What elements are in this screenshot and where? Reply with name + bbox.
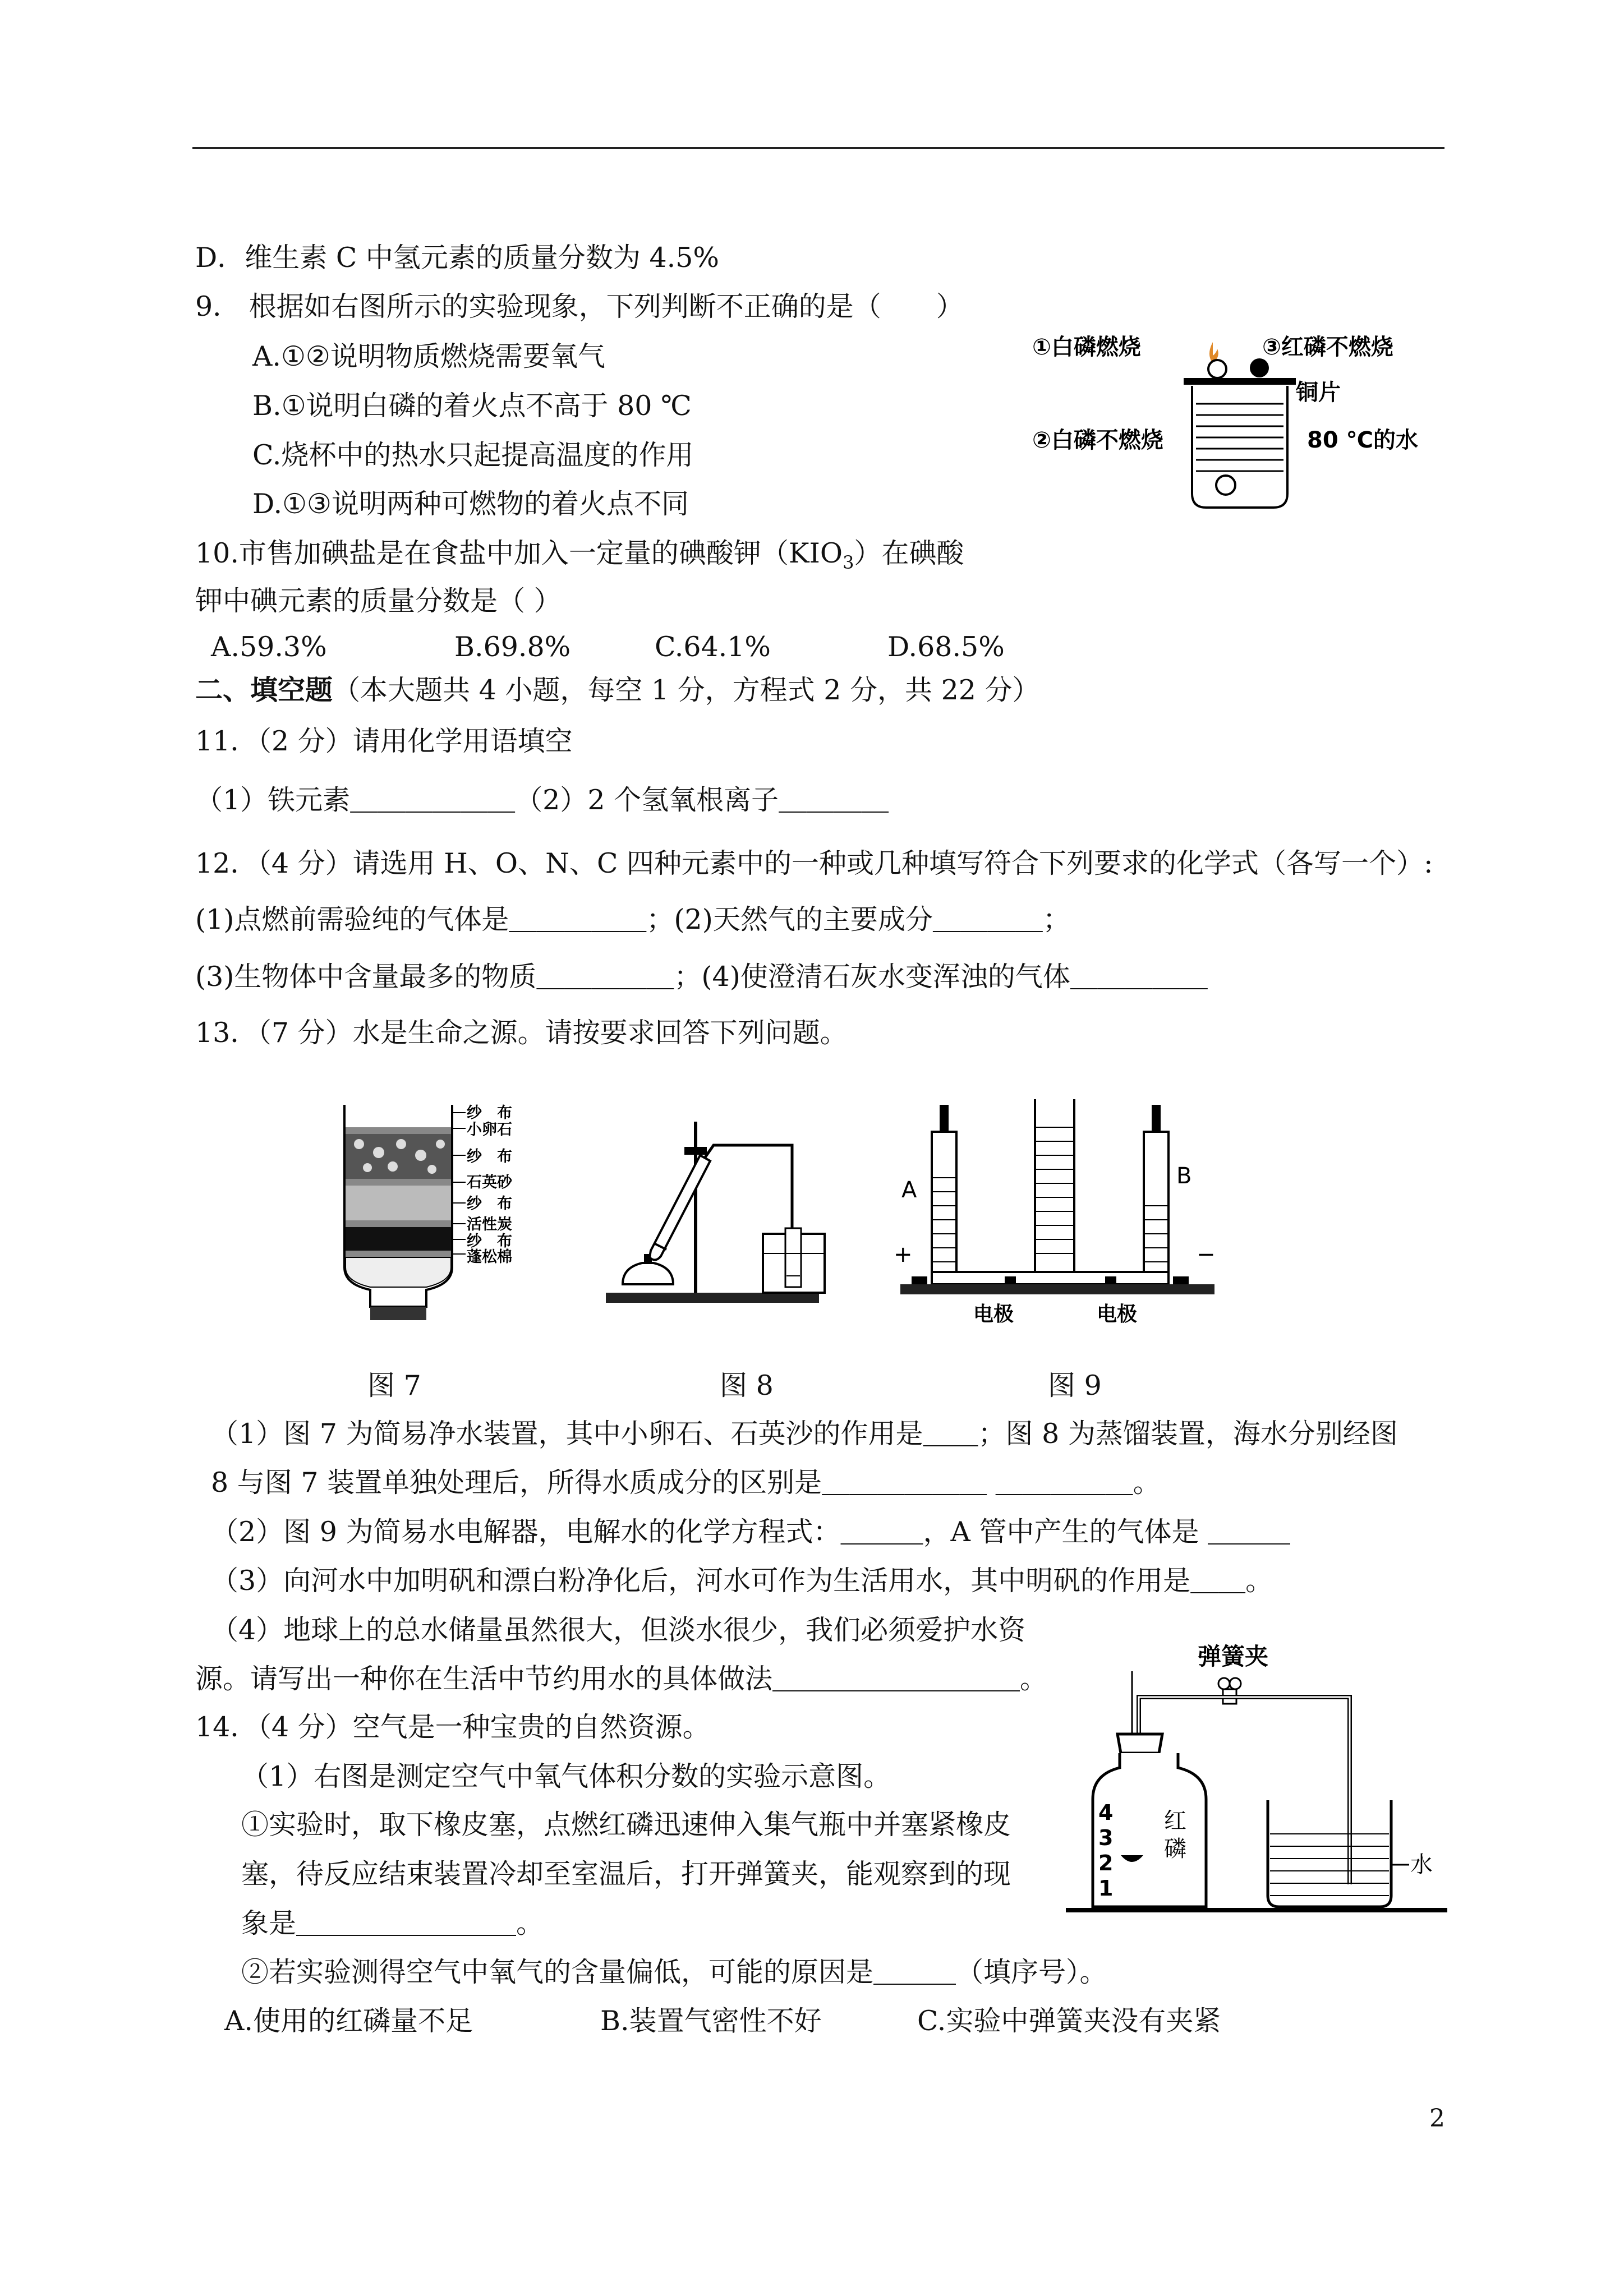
copper-plate — [1184, 378, 1296, 385]
q14-fig-phosphorus-1: 红 — [1164, 1808, 1186, 1834]
q14-option-b: B.装置气密性不好 — [600, 2005, 822, 2037]
fig7-layer-6: 活性炭 — [467, 1216, 512, 1233]
q9-fig-label-copper: 铜片 — [1296, 380, 1341, 405]
q11-stem: 11．（2 分）请用化学用语填空 — [195, 725, 573, 757]
q14-p1a-line3: 象是＿＿＿＿＿＿＿＿。 — [241, 1907, 544, 1939]
q9-fig-label-1: ①白磷燃烧 — [1032, 334, 1141, 360]
fig7-layer-4: 石英砂 — [467, 1174, 512, 1191]
header-rule — [192, 147, 1444, 149]
q13-p1-line2: 8 与图 7 装置单独处理后，所得水质成分的区别是＿＿＿＿＿＿ ＿＿＿＿＿。 — [211, 1467, 1161, 1499]
fig7-layer-2: 小卵石 — [467, 1121, 512, 1138]
q14-option-c: C.实验中弹簧夹没有夹紧 — [917, 2005, 1221, 2037]
fig9-minus: − — [1197, 1242, 1216, 1267]
q13-p4-line2: 源。请写出一种你在生活中节约用水的具体做法＿＿＿＿＿＿＿＿＿。 — [195, 1663, 1048, 1695]
fig8-caption: 图 8 — [720, 1370, 774, 1401]
q14-p1: （1）右图是测定空气中氧气体积分数的实验示意图。 — [241, 1760, 891, 1792]
fig8-distillation — [595, 1116, 841, 1318]
q9-option-d: D.①③说明两种可燃物的着火点不同 — [252, 488, 689, 520]
q11-line: （1）铁元素＿＿＿＿＿＿（2）2 个氢氧根离子＿＿＿＿ — [195, 784, 889, 816]
q10-option-d: D.68.5% — [887, 631, 1005, 663]
q10-stem-line2: 钾中碘元素的质量分数是（ ） — [195, 585, 562, 617]
q14-fig-water-label: 水 — [1410, 1852, 1433, 1878]
q14-p1b: ②若实验测得空气中氧气的含量偏低，可能的原因是＿＿＿（填序号）。 — [241, 1956, 1107, 1988]
q10-stem-line1: 10.市售加碘盐是在食盐中加入一定量的碘酸钾$(KIO_3)$在碘酸 — [195, 537, 964, 573]
q10-option-b: B.69.8% — [454, 631, 571, 663]
q14-mark-2: 2 — [1098, 1851, 1114, 1875]
q13-p4-line1: （4）地球上的总水储量虽然很大，但淡水很少，我们必须爱护水资 — [211, 1614, 1026, 1646]
q14-p1a-line1: ①实验时，取下橡皮塞，点燃红磷迅速伸入集气瓶中并塞紧橡皮 — [241, 1809, 1011, 1841]
q14-fig-clip-label: 弹簧夹 — [1198, 1643, 1269, 1670]
q12-line1: (1)点燃前需验纯的气体是＿＿＿＿＿；(2)天然气的主要成分＿＿＿＿； — [195, 903, 1070, 935]
q13-p1-line1: （1）图 7 为简易净水装置，其中小卵石、石英沙的作用是＿＿；图 8 为蒸馏装置，海水分别经图 — [211, 1418, 1398, 1450]
q10-option-c: C.64.1% — [655, 631, 771, 663]
q9-option-a: A.①②说明物质燃烧需要氧气 — [252, 340, 605, 372]
fig7-layer-7: 纱 布 — [467, 1233, 512, 1250]
q9-fig-label-2: ②白磷不燃烧 — [1032, 427, 1163, 453]
q14-mark-1: 1 — [1098, 1876, 1114, 1901]
white-phosphorus-1 — [1208, 360, 1226, 378]
fig9-electrode-1: 电极 — [973, 1303, 1014, 1326]
q14-p1a-line2: 塞，待反应结束装置冷却至室温后，打开弹簧夹，能观察到的现 — [241, 1858, 1011, 1890]
q14-fig-phosphorus-2: 磷 — [1164, 1836, 1186, 1862]
q9-figure — [1032, 325, 1436, 516]
q13-stem: 13．（7 分）水是生命之源。请按要求回答下列问题。 — [195, 1017, 848, 1049]
page-number: 2 — [1429, 2104, 1445, 2133]
q14-mark-4: 4 — [1098, 1800, 1114, 1825]
fig7-layer-8: 蓬松棉 — [467, 1248, 512, 1266]
fig9-plus: + — [894, 1242, 913, 1267]
q13-p3: （3）向河水中加明矾和漂白粉净化后，河水可作为生活用水，其中明矾的作用是＿＿。 — [211, 1565, 1273, 1597]
q9-fig-label-water: 80 ℃的水 — [1307, 427, 1419, 453]
fig9-caption: 图 9 — [1048, 1370, 1102, 1401]
q9-option-b: B.①说明白磷的着火点不高于 80 ℃ — [252, 390, 692, 422]
q12-line2: (3)生物体中含量最多的物质＿＿＿＿＿；(4)使澄清石灰水变浑浊的气体＿＿＿＿＿ — [195, 961, 1208, 993]
q10-option-a: A.59.3% — [211, 631, 327, 663]
fig9-tube-b: B — [1176, 1163, 1192, 1189]
q14-option-a: A.使用的红磷量不足 — [224, 2005, 473, 2037]
q8-option-d: D．维生素 C 中氢元素的质量分数为 4.5% — [195, 242, 719, 274]
fig9-electrolyzer — [889, 1094, 1226, 1340]
white-phosphorus-2 — [1216, 476, 1235, 495]
q9-option-c: C.烧杯中的热水只起提高温度的作用 — [252, 439, 694, 471]
spring-clip-icon — [1218, 1678, 1241, 1704]
q14-stem: 14．（4 分）空气是一种宝贵的自然资源。 — [195, 1711, 710, 1743]
fig7-layer-1: 纱 布 — [467, 1104, 512, 1122]
fig9-electrode-2: 电极 — [1097, 1303, 1138, 1326]
section-2-heading: 二、填空题（本大题共 4 小题，每空 1 分，方程式 2 分，共 22 分） — [195, 674, 1040, 706]
q14-mark-3: 3 — [1098, 1825, 1114, 1850]
q12-stem: 12．（4 分）请选用 H、O、N、C 四种元素中的一种或几种填写符合下列要求的化学式（各写一个）: — [195, 847, 1433, 879]
fig9-tube-a: A — [901, 1177, 917, 1203]
q13-p2: （2）图 9 为简易水电解器，电解水的化学方程式：＿＿＿，A 管中产生的气体是 ＿＿＿ — [211, 1516, 1291, 1548]
fig7-layer-3: 纱 布 — [467, 1148, 512, 1165]
q14-figure — [1066, 1638, 1447, 1929]
fig7-caption: 图 7 — [367, 1370, 421, 1401]
fig7-layer-5: 纱 布 — [467, 1195, 512, 1212]
fig7-water-filter — [337, 1099, 550, 1324]
red-phosphorus — [1250, 358, 1269, 377]
q9-fig-label-3: ③红磷不燃烧 — [1262, 334, 1393, 360]
q9-stem: 9． 根据如右图所示的实验现象，下列判断不正确的是（ ） — [195, 291, 964, 322]
